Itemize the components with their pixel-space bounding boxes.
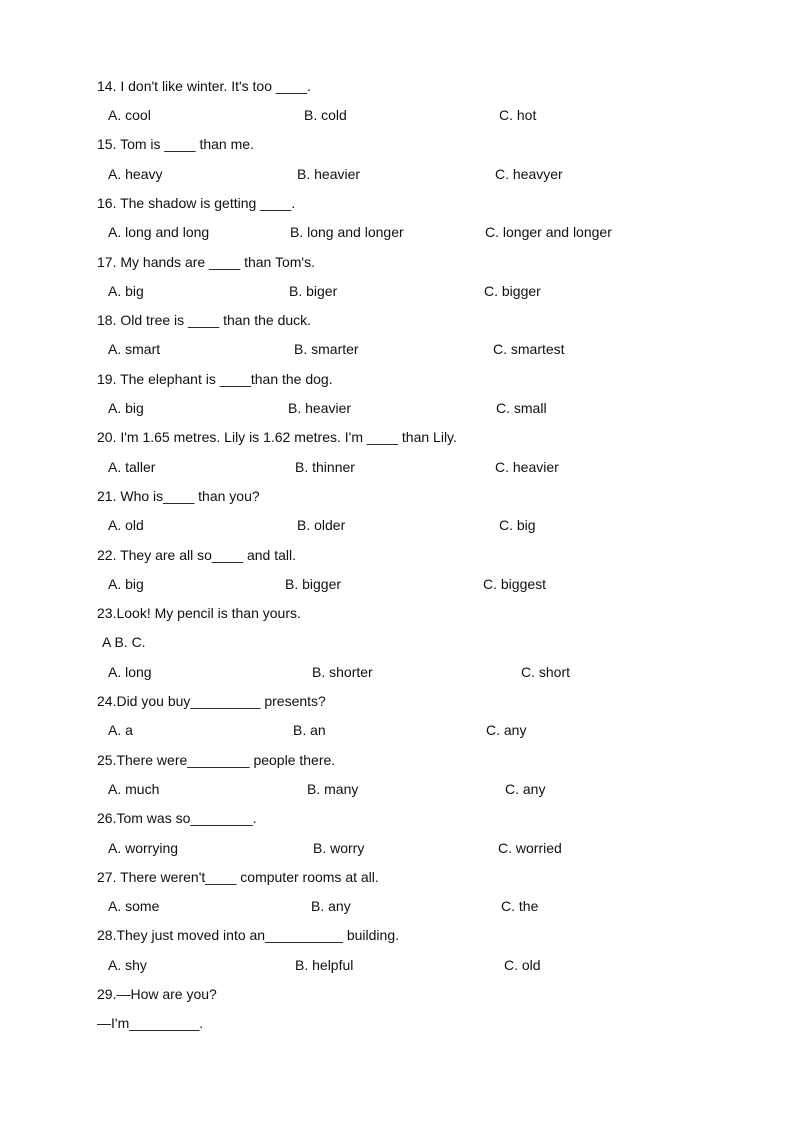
question-22-option-b: B. bigger <box>285 576 342 592</box>
question-27-option-a: A. some <box>108 898 160 914</box>
question-19-stem: 19. The elephant is ____than the dog. <box>97 371 333 387</box>
question-26-option-b: B. worry <box>313 840 365 856</box>
question-16-option-c: C. longer and longer <box>485 224 612 240</box>
question-23-option-b: B. shorter <box>312 664 373 680</box>
question-20-stem: 20. I'm 1.65 metres. Lily is 1.62 metres. I'm ____ than Lily. <box>97 429 457 445</box>
question-14-option-b: B. cold <box>304 107 347 123</box>
question-24-option-a: A. a <box>108 722 133 738</box>
question-17-option-a: A. big <box>108 283 144 299</box>
question-16-option-b: B. long and longer <box>290 224 404 240</box>
question-24-option-b: B. an <box>293 722 326 738</box>
question-25-option-c: C. any <box>505 781 546 797</box>
question-23-extra-line: A B. C. <box>102 634 146 650</box>
question-18-option-a: A. smart <box>108 341 161 357</box>
question-16-stem: 16. The shadow is getting ____. <box>97 195 296 211</box>
question-24-option-c: C. any <box>486 722 527 738</box>
question-18-stem: 18. Old tree is ____ than the duck. <box>97 312 312 328</box>
question-27-option-c: C. the <box>501 898 539 914</box>
question-20-option-b: B. thinner <box>295 459 355 475</box>
question-19-option-c: C. small <box>496 400 547 416</box>
question-27-stem: 27. There weren't____ computer rooms at all. <box>97 869 379 885</box>
question-21-option-c: C. big <box>499 517 536 533</box>
question-22-option-c: C. biggest <box>483 576 547 592</box>
question-28-option-c: C. old <box>504 957 541 973</box>
question-15-stem: 15. Tom is ____ than me. <box>97 136 254 152</box>
question-14-stem: 14. I don't like winter. It's too ____. <box>97 78 311 94</box>
question-28-stem: 28.They just moved into an__________ building. <box>97 927 399 943</box>
question-25-option-a: A. much <box>108 781 160 797</box>
question-23-option-a: A. long <box>108 664 152 680</box>
question-26-option-c: C. worried <box>498 840 562 856</box>
question-17-stem: 17. My hands are ____ than Tom's. <box>97 254 315 270</box>
question-16-option-a: A. long and long <box>108 224 210 240</box>
question-25-option-b: B. many <box>307 781 359 797</box>
question-23-option-c: C. short <box>521 664 571 680</box>
question-21-option-b: B. older <box>297 517 346 533</box>
question-29-answer-line: —I'm_________. <box>97 1015 204 1031</box>
question-15-option-b: B. heavier <box>297 166 361 182</box>
question-29-stem: 29.—How are you? <box>97 986 217 1002</box>
question-15-option-a: A. heavy <box>108 166 163 182</box>
question-15-option-c: C. heavyer <box>495 166 563 182</box>
question-22-option-a: A. big <box>108 576 144 592</box>
question-28-option-a: A. shy <box>108 957 147 973</box>
question-25-stem: 25.There were________ people there. <box>97 752 336 768</box>
question-20-option-a: A. taller <box>108 459 156 475</box>
question-18-option-b: B. smarter <box>294 341 359 357</box>
question-21-option-a: A. old <box>108 517 144 533</box>
question-27-option-b: B. any <box>311 898 351 914</box>
question-23-stem: 23.Look! My pencil is than yours. <box>97 605 301 621</box>
question-26-stem: 26.Tom was so________. <box>97 810 257 826</box>
question-14-option-c: C. hot <box>499 107 537 123</box>
question-20-option-c: C. heavier <box>495 459 559 475</box>
question-26-option-a: A. worrying <box>108 840 179 856</box>
question-14-option-a: A. cool <box>108 107 151 123</box>
question-28-option-b: B. helpful <box>295 957 354 973</box>
question-21-stem: 21. Who is____ than you? <box>97 488 260 504</box>
question-19-option-b: B. heavier <box>288 400 352 416</box>
question-17-option-c: C. bigger <box>484 283 541 299</box>
question-17-option-b: B. biger <box>289 283 338 299</box>
question-19-option-a: A. big <box>108 400 144 416</box>
question-22-stem: 22. They are all so____ and tall. <box>97 547 296 563</box>
question-18-option-c: C. smartest <box>493 341 565 357</box>
question-24-stem: 24.Did you buy_________ presents? <box>97 693 326 709</box>
